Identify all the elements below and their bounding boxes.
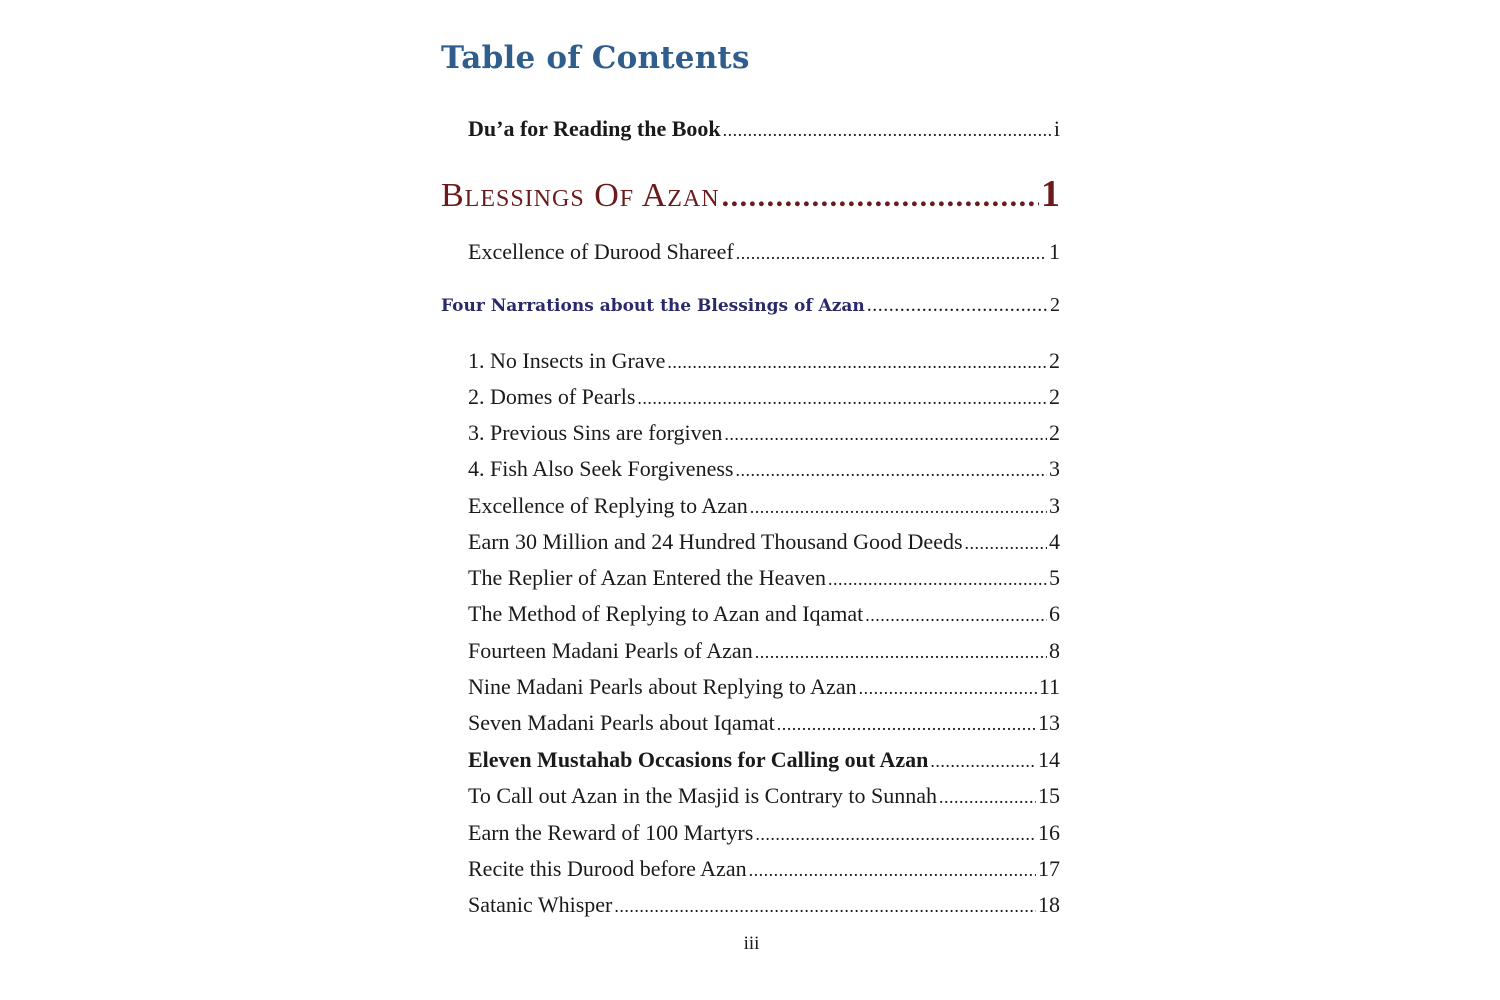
dot-leader bbox=[755, 824, 1036, 845]
toc-entry-page: 8 bbox=[1049, 638, 1060, 663]
toc-entry-label: 3. Previous Sins are forgiven bbox=[468, 420, 723, 445]
section-page: 2 bbox=[1050, 294, 1060, 316]
toc-entry-page: 18 bbox=[1038, 892, 1060, 917]
toc-section[interactable] bbox=[441, 294, 1060, 317]
toc-entry-label: Excellence of Durood Shareef bbox=[468, 239, 734, 264]
dot-leader bbox=[939, 787, 1036, 808]
toc-entry-page: 4 bbox=[1049, 529, 1060, 554]
toc-entry-page: 2 bbox=[1049, 348, 1060, 373]
toc-entry-preface[interactable] bbox=[468, 116, 1060, 142]
toc-entry-label: 4. Fish Also Seek Forgiveness bbox=[468, 456, 734, 481]
chapter-page: 1 bbox=[1041, 173, 1060, 215]
dot-leader bbox=[828, 569, 1047, 590]
toc-entry[interactable] bbox=[468, 783, 1060, 809]
toc-entry-label: The Method of Replying to Azan and Iqamat bbox=[468, 601, 864, 626]
toc-entry-label: Eleven Mustahab Occasions for Calling out Azan bbox=[468, 747, 929, 772]
toc-entry-label: To Call out Azan in the Masjid is Contrary to Sunnah bbox=[468, 783, 937, 808]
toc-entry-label: Du’a for Reading the Book bbox=[468, 116, 721, 141]
toc-entry-intro[interactable] bbox=[468, 239, 1060, 265]
section-title: Four Narrations about the Blessings of Azan bbox=[441, 296, 865, 316]
toc-entry[interactable] bbox=[468, 638, 1060, 664]
toc-entry-page: 16 bbox=[1038, 820, 1060, 845]
toc-entry-page: 6 bbox=[1049, 601, 1060, 626]
toc-entry-page: 17 bbox=[1038, 856, 1060, 881]
toc-entry-page: 13 bbox=[1038, 710, 1060, 735]
dot-leader bbox=[735, 460, 1047, 481]
dot-leader bbox=[723, 120, 1052, 141]
dot-leader bbox=[722, 180, 1039, 214]
toc-entry-label: Recite this Durood before Azan bbox=[468, 856, 747, 881]
toc-entry-label: Nine Madani Pearls about Replying to Azan bbox=[468, 674, 857, 699]
toc-entry[interactable] bbox=[468, 892, 1060, 918]
dot-leader bbox=[724, 424, 1047, 445]
chapter-title: Blessings Of Azan bbox=[441, 177, 720, 214]
dot-leader bbox=[750, 497, 1047, 518]
page-title: Table of Contents bbox=[441, 40, 750, 76]
toc-entry-page: 14 bbox=[1038, 747, 1060, 772]
toc-entry-page: 5 bbox=[1049, 565, 1060, 590]
toc-entry-label: Earn 30 Million and 24 Hundred Thousand Good Deeds bbox=[468, 529, 963, 554]
dot-leader bbox=[667, 352, 1047, 373]
toc-entry-label: Satanic Whisper bbox=[468, 892, 613, 917]
toc-entry-page: 2 bbox=[1049, 384, 1060, 409]
toc-entry[interactable] bbox=[468, 456, 1060, 482]
toc-page bbox=[441, 0, 1062, 1000]
toc-entry-label: Earn the Reward of 100 Martyrs bbox=[468, 820, 754, 845]
toc-entry-label: Fourteen Madani Pearls of Azan bbox=[468, 638, 753, 663]
toc-entry-label: Seven Madani Pearls about Iqamat bbox=[468, 710, 775, 735]
toc-entry[interactable] bbox=[468, 348, 1060, 374]
toc-entry[interactable] bbox=[468, 529, 1060, 555]
dot-leader bbox=[867, 294, 1048, 317]
dot-leader bbox=[755, 642, 1047, 663]
toc-entry[interactable] bbox=[468, 384, 1060, 410]
dot-leader bbox=[736, 243, 1047, 264]
dot-leader bbox=[930, 751, 1036, 772]
toc-entry-page: 3 bbox=[1049, 493, 1060, 518]
toc-entry[interactable] bbox=[468, 710, 1060, 736]
toc-entry-page: 1 bbox=[1049, 239, 1060, 264]
toc-entry[interactable] bbox=[468, 565, 1060, 591]
toc-entry-page: i bbox=[1053, 116, 1060, 141]
dot-leader bbox=[859, 678, 1037, 699]
dot-leader bbox=[777, 714, 1036, 735]
dot-leader bbox=[614, 896, 1036, 917]
toc-entry-page: 11 bbox=[1038, 674, 1060, 699]
toc-entry[interactable] bbox=[468, 493, 1060, 519]
toc-entry-label: Excellence of Replying to Azan bbox=[468, 493, 748, 518]
toc-entry[interactable] bbox=[468, 601, 1060, 627]
dot-leader bbox=[865, 605, 1047, 626]
dot-leader bbox=[965, 533, 1047, 554]
toc-entry-label: 2. Domes of Pearls bbox=[468, 384, 636, 409]
toc-chapter[interactable] bbox=[441, 172, 1060, 216]
dot-leader bbox=[749, 860, 1036, 881]
toc-entry-label: 1. No Insects in Grave bbox=[468, 348, 666, 373]
toc-entry[interactable] bbox=[468, 856, 1060, 882]
toc-entry-label: The Replier of Azan Entered the Heaven bbox=[468, 565, 826, 590]
dot-leader bbox=[637, 388, 1047, 409]
toc-entry[interactable] bbox=[468, 674, 1060, 700]
toc-entry-page: 15 bbox=[1038, 783, 1060, 808]
toc-entry[interactable] bbox=[468, 747, 1060, 773]
toc-entry[interactable] bbox=[468, 820, 1060, 846]
page-number: iii bbox=[743, 933, 760, 954]
toc-entry[interactable] bbox=[468, 420, 1060, 446]
toc-entry-page: 2 bbox=[1049, 420, 1060, 445]
toc-entry-page: 3 bbox=[1049, 456, 1060, 481]
